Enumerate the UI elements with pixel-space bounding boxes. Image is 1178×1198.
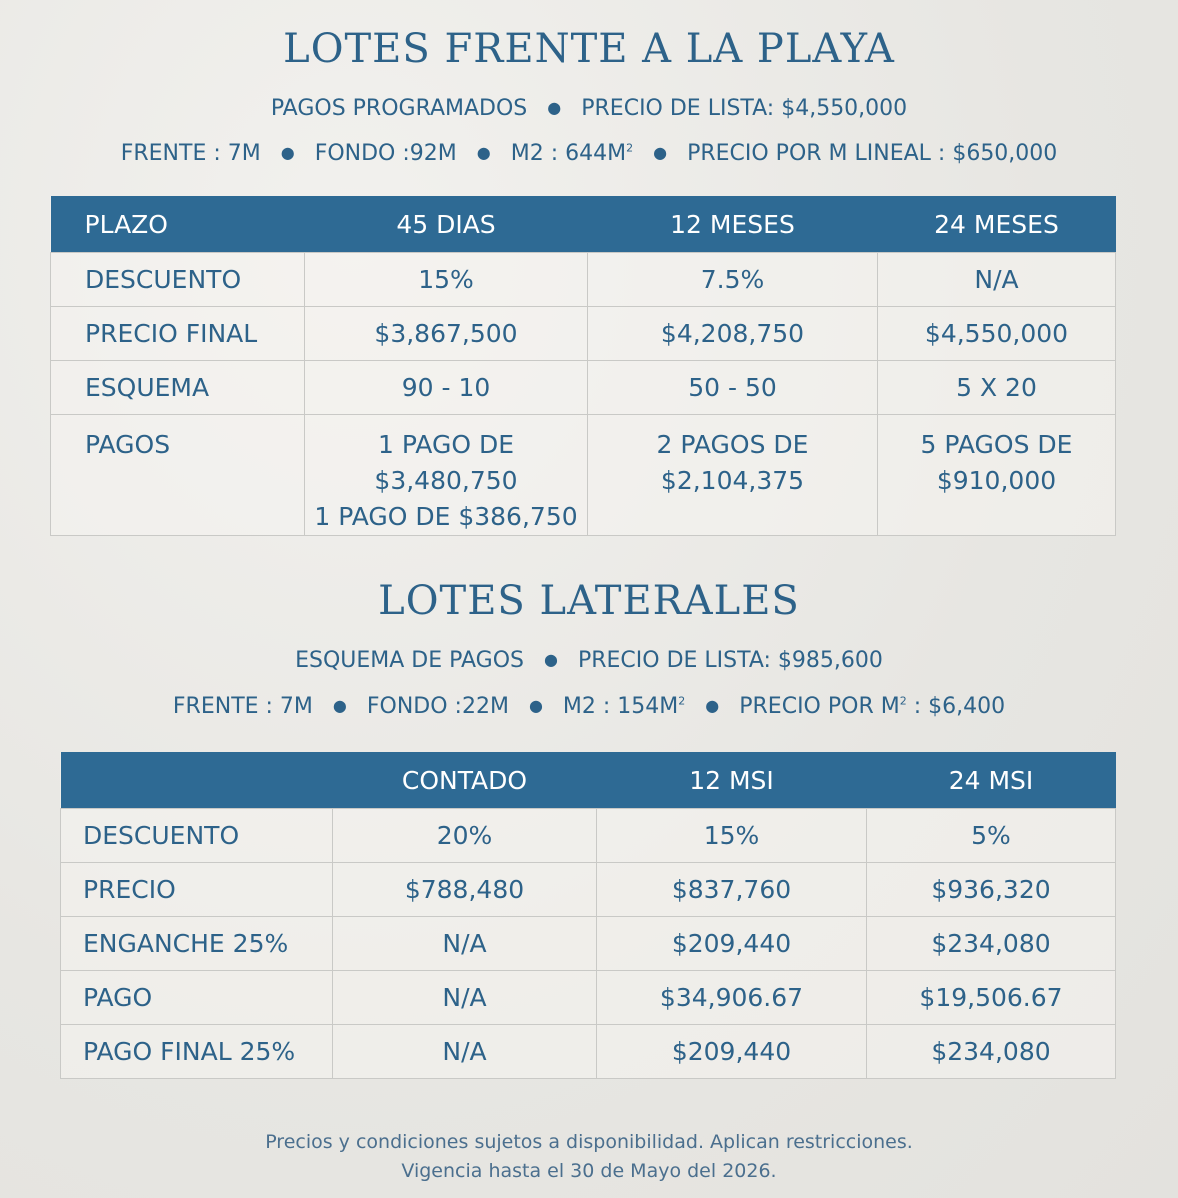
table-row	[61, 809, 1116, 863]
cell-line: $910,000	[936, 466, 1057, 495]
row-label: DESCUENTO	[61, 809, 333, 863]
table-header-row	[51, 196, 1116, 253]
table-row	[51, 415, 1116, 536]
info-text: PRECIO POR M LINEAL : $650,000	[687, 141, 1058, 166]
table-cell: N/A	[878, 253, 1116, 307]
table-cell: $209,440	[597, 1025, 867, 1079]
table-cell: N/A	[333, 917, 597, 971]
table-cell: $4,208,750	[588, 307, 878, 361]
table-cell: 5%	[867, 809, 1116, 863]
row-label: DESCUENTO	[51, 253, 305, 307]
table-cell: $3,867,500	[305, 307, 588, 361]
table-header-row	[61, 752, 1116, 809]
table-cell: N/A	[333, 971, 597, 1025]
bullet-icon: ●	[705, 695, 720, 715]
table-cell: $788,480	[333, 863, 597, 917]
table-cell: $19,506.67	[867, 971, 1116, 1025]
info-line-playa-2	[0, 141, 1178, 166]
pricing-table-playa	[50, 196, 1116, 536]
table-cell: 90 - 10	[305, 361, 588, 415]
cell-line: 2 PAGOS DE	[656, 430, 809, 459]
table-row	[61, 863, 1116, 917]
info-text: FONDO :92M	[314, 141, 457, 166]
superscript: 2	[899, 694, 907, 708]
info-line-laterales-1	[0, 648, 1178, 673]
info-text: PRECIO DE LISTA: $985,600	[577, 648, 883, 673]
bullet-icon: ●	[547, 97, 562, 117]
section-title-laterales: LOTES LATERALES	[378, 578, 800, 624]
superscript: 2	[678, 694, 686, 708]
cell-line: 1 PAGO DE $3,480,750	[374, 430, 518, 495]
table-cell: $4,550,000	[878, 307, 1116, 361]
table-cell	[588, 415, 878, 536]
footnote-line: Vigencia hasta el 30 de Mayo del 2026.	[401, 1160, 777, 1182]
info-text: FONDO :22M	[366, 694, 509, 719]
row-label: PAGOS	[51, 415, 305, 536]
pricing-table-laterales	[60, 752, 1116, 1079]
bullet-icon: ●	[476, 142, 491, 162]
cell-line: 1 PAGO DE $386,750	[314, 502, 578, 531]
info-text: FRENTE : 7M	[172, 694, 313, 719]
info-text: PRECIO POR M	[739, 694, 900, 719]
bullet-icon: ●	[332, 695, 347, 715]
table-row	[51, 361, 1116, 415]
table-cell: $837,760	[597, 863, 867, 917]
table-row	[61, 1025, 1116, 1079]
column-header: 45 DIAS	[305, 196, 588, 253]
superscript: 2	[626, 141, 634, 155]
table-cell: $234,080	[867, 1025, 1116, 1079]
column-header: 24 MESES	[878, 196, 1116, 253]
bullet-icon: ●	[544, 649, 558, 669]
table-row	[61, 971, 1116, 1025]
bullet-icon: ●	[528, 695, 543, 715]
info-text: M2 : 154M	[562, 694, 679, 719]
info-text: : $6,400	[913, 694, 1006, 719]
table-cell: $936,320	[867, 863, 1116, 917]
column-header: 12 MESES	[588, 196, 878, 253]
footnote	[0, 1128, 1178, 1186]
row-label: ENGANCHE 25%	[61, 917, 333, 971]
table-cell: 7.5%	[588, 253, 878, 307]
table-cell	[878, 415, 1116, 536]
table-cell: N/A	[333, 1025, 597, 1079]
cell-line: 5 PAGOS DE	[920, 430, 1073, 459]
table-row	[51, 253, 1116, 307]
info-text: PRECIO DE LISTA: $4,550,000	[581, 96, 908, 121]
info-line-playa-1	[0, 96, 1178, 121]
table-cell: $34,906.67	[597, 971, 867, 1025]
table-cell: $234,080	[867, 917, 1116, 971]
cell-line: $2,104,375	[660, 466, 805, 495]
row-label: PRECIO FINAL	[51, 307, 305, 361]
column-header: PLAZO	[51, 196, 305, 253]
column-header: 12 MSI	[597, 752, 867, 809]
row-label: PAGO FINAL 25%	[61, 1025, 333, 1079]
table-cell: 15%	[597, 809, 867, 863]
info-text: M2 : 644M	[510, 141, 627, 166]
info-text: FRENTE : 7M	[120, 141, 261, 166]
column-header: CONTADO	[333, 752, 597, 809]
info-line-laterales-2	[0, 694, 1178, 719]
row-label: PAGO	[61, 971, 333, 1025]
section-title-playa: LOTES FRENTE A LA PLAYA	[283, 26, 895, 72]
bullet-icon: ●	[280, 142, 295, 162]
row-label: PRECIO	[61, 863, 333, 917]
table-cell	[305, 415, 588, 536]
footnote-line: Precios y condiciones sujetos a disponibilidad. Aplican restricciones.	[265, 1131, 913, 1153]
table-row	[61, 917, 1116, 971]
table-cell: 50 - 50	[588, 361, 878, 415]
table-cell: 20%	[333, 809, 597, 863]
table-cell: 15%	[305, 253, 588, 307]
row-label: ESQUEMA	[51, 361, 305, 415]
column-header	[61, 752, 333, 809]
info-text: ESQUEMA DE PAGOS	[295, 648, 524, 673]
table-cell: 5 X 20	[878, 361, 1116, 415]
table-row	[51, 307, 1116, 361]
table-cell: $209,440	[597, 917, 867, 971]
info-text: PAGOS PROGRAMADOS	[270, 96, 528, 121]
bullet-icon: ●	[653, 142, 668, 162]
column-header: 24 MSI	[867, 752, 1116, 809]
